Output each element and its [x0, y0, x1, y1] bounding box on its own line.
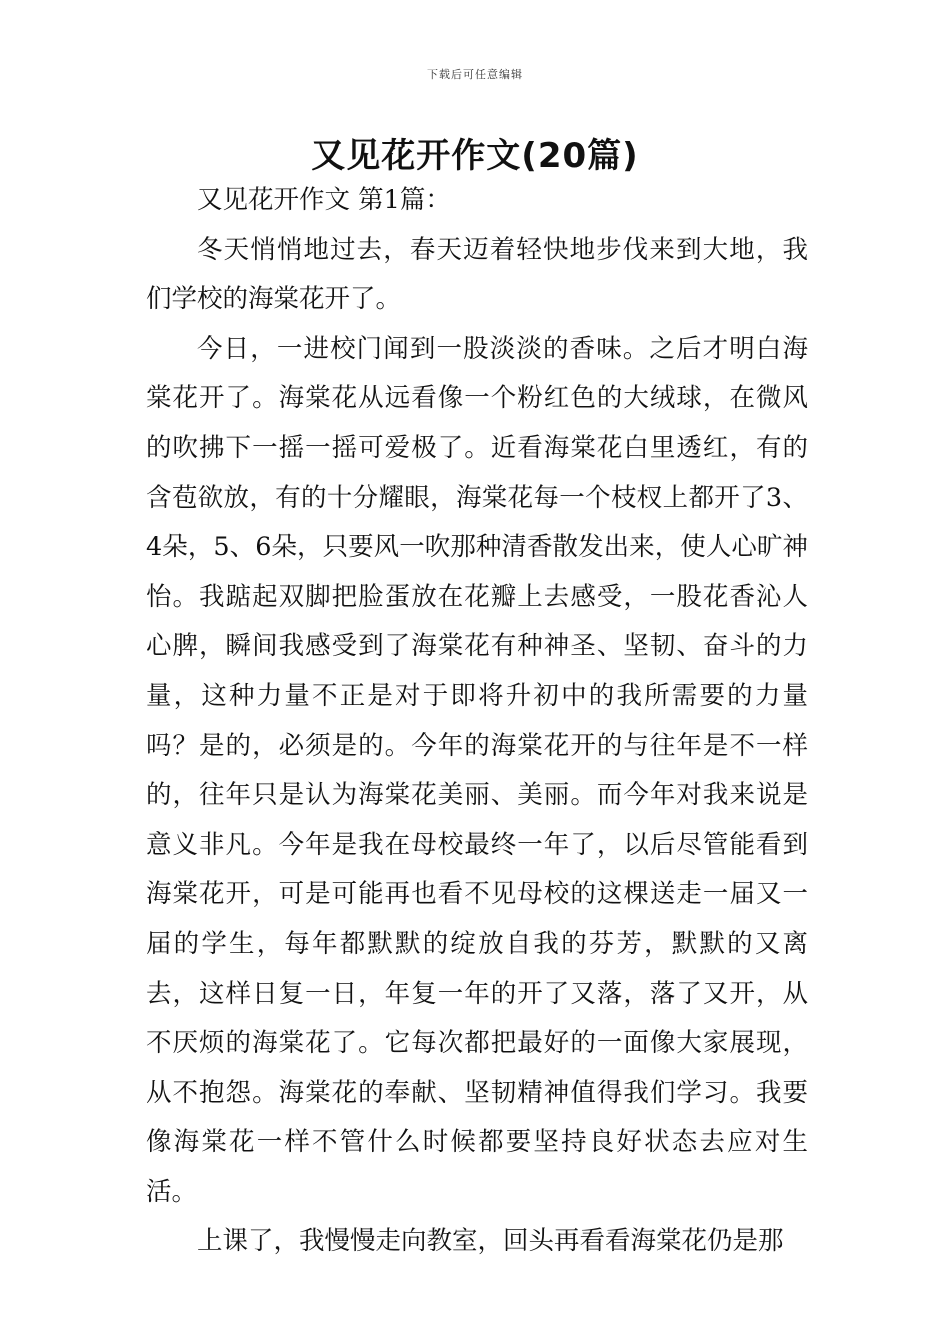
paragraph-1: 冬天悄悄地过去，春天迈着轻快地步伐来到大地，我们学校的海棠花开了。 [146, 234, 808, 315]
section-heading: 又见花开作文 第1篇： [197, 185, 451, 215]
paragraph-3: 上课了，我慢慢走向教室，回头再看看海棠花仍是那 [197, 1226, 784, 1257]
paragraph-2: 今日，一进校门闻到一股淡淡的香味。之后才明白海棠花开了。海棠花从远看像一个粉红色的大绒球，在微风的吹拂下一摇一摇可爱极了。近看海棠花白里透红，有的含苞欲放，有的十分耀眼，海棠花每一个枝杈上都开了3、4朵，5、6朵，只要风一吹那种清香散发出来，使人心旷神怡。我踮起双脚把脸蛋放在花瓣上去感受，一股花香沁人心脾，瞬间我感受到了海棠花有种神圣、坚韧、奋斗的力量，这种力量不正是对于即将升初中的我所需要的力量吗？是的，必须是的。今年的海棠花开的与往年是不一样的，往年只是认为海棠花美丽、美丽。而今年对我来说是意义非凡。今年是我在母校最终一年了，以后尽管能看到海棠花开，可是可能再也看不见母校的这棵送走一届又一届的学生，每年都默默的绽放自我的芬芳，默默的又离去，这样日复一日，年复一年的开了又落，落了又开，从不厌烦的海棠花了。它每次都把最好的一面像大家展现，从不抱怨。海棠花的奉献、坚韧精神值得我们学习。我要像海棠花一样不管什么时候都要坚持良好状态去应对生活。 [146, 333, 808, 1207]
document-body [146, 176, 808, 1267]
page-header-note: 下载后可任意编辑 [427, 68, 523, 81]
document-title: 又见花开作文(20篇) [311, 136, 639, 176]
